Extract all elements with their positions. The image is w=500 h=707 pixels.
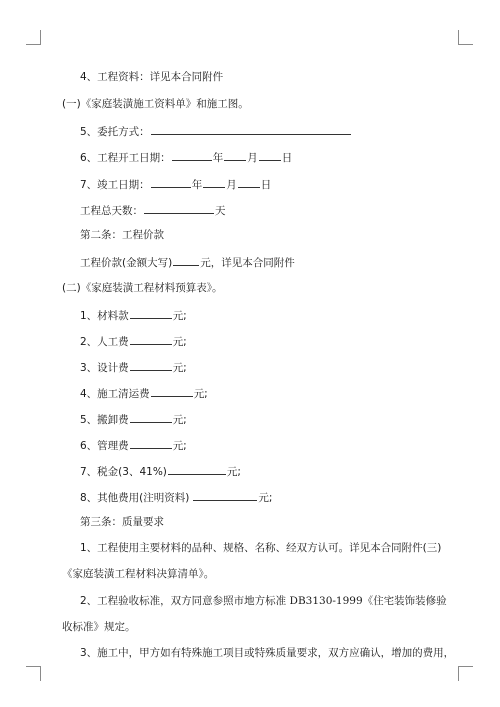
tax-blank[interactable] <box>168 463 226 475</box>
contract-price-blank[interactable] <box>173 254 199 266</box>
design-fee-blank[interactable] <box>130 359 172 371</box>
crop-mark-top-left <box>26 30 41 45</box>
handling-fee-line: 5、搬卸费 元; <box>80 411 187 427</box>
completion-year-blank[interactable] <box>151 176 191 188</box>
crop-mark-top-right <box>458 30 473 45</box>
start-month-blank[interactable] <box>224 149 246 161</box>
attachment-two-line: (二)《家庭装潢工程材料预算表》。 <box>62 282 223 294</box>
other-fees-line: 8、其他费用(注明资料) 元; <box>80 489 272 505</box>
design-fee-line: 3、设计费 元; <box>80 359 187 375</box>
labor-cost-line: 2、人工费 元; <box>80 333 187 349</box>
tax-line: 7、税金(3、41%) 元; <box>80 463 241 479</box>
management-fee-line: 6、管理费 元; <box>80 437 187 453</box>
handling-fee-blank[interactable] <box>130 411 172 423</box>
labor-cost-blank[interactable] <box>130 333 172 345</box>
completion-date-line: 7、竣工日期： 年 月 日 <box>80 176 271 192</box>
quality-clause-2-cont: 收标准》规定。 <box>62 621 136 633</box>
article-three-heading: 第三条：质量要求 <box>80 516 164 528</box>
quality-clause-3: 3、施工中，甲方如有特殊施工项目或特殊质量要求，双方应确认，增加的费用， <box>80 647 455 659</box>
start-day-blank[interactable] <box>259 149 281 161</box>
management-fee-blank[interactable] <box>130 437 172 449</box>
quality-clause-1-cont: 《家庭装潢工程材料决算清单》。 <box>62 568 215 580</box>
crop-mark-bottom-right <box>458 666 473 681</box>
quality-clause-1: 1、工程使用主要材料的品种、规格、名称、经双方认可。详见本合同附件(三) <box>80 542 442 554</box>
cleanup-fee-line: 4、施工清运费 元; <box>80 385 208 401</box>
other-fees-blank[interactable] <box>193 489 257 501</box>
commission-method-blank[interactable] <box>151 123 351 135</box>
material-cost-line: 1、材料款 元; <box>80 307 187 323</box>
completion-month-blank[interactable] <box>203 176 225 188</box>
material-cost-blank[interactable] <box>130 307 172 319</box>
crop-mark-bottom-left <box>26 666 41 681</box>
start-year-blank[interactable] <box>172 149 212 161</box>
total-days-blank[interactable] <box>144 202 214 214</box>
attachment-one-line: (一)《家庭装潢施工资料单》和施工图。 <box>62 98 249 110</box>
completion-day-blank[interactable] <box>238 176 260 188</box>
article-two-heading: 第二条：工程价款 <box>80 229 164 241</box>
contract-price-line: 工程价款(金额大写) 元，详见本合同附件 <box>80 254 295 270</box>
cleanup-fee-blank[interactable] <box>151 385 193 397</box>
total-days-line: 工程总天数： 天 <box>80 202 226 218</box>
clause-engineering-documents: 4、工程资料：详见本合同附件 <box>80 71 224 83</box>
quality-clause-2: 2、工程验收标准，双方同意参照市地方标准 DB3130-1999《住宅装饰装修验 <box>80 595 447 607</box>
start-date-line: 6、工程开工日期： 年 月 日 <box>80 149 292 165</box>
commission-method-line: 5、委托方式： <box>80 123 352 139</box>
